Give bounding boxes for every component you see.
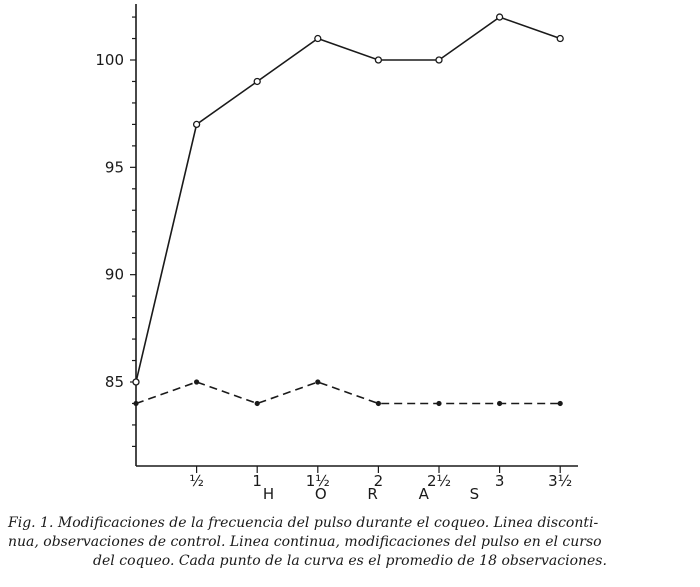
coca-data-point (557, 36, 563, 42)
coca-data-point (254, 78, 260, 84)
coca-data-point (133, 379, 139, 385)
y-tick-label: 85 (104, 373, 124, 391)
caption-line-3: del coqueo. Cada punto de la curva es el promedio de 18 observaciones. (93, 553, 607, 569)
coca-data-point (194, 121, 200, 127)
x-tick-label: 1 (252, 472, 262, 490)
chart-series (133, 14, 563, 406)
x-tick-label: 1½ (305, 472, 330, 490)
figure-caption (8, 514, 692, 571)
x-tick-label: 2½ (426, 472, 452, 490)
control-series-line (136, 382, 560, 404)
control-data-point (194, 379, 199, 384)
coca-data-point (315, 36, 321, 42)
control-data-point (315, 379, 320, 384)
y-tick-label: 100 (95, 51, 124, 69)
control-data-point (133, 401, 138, 406)
control-data-point (497, 401, 502, 406)
x-tick-label: 3½ (548, 472, 573, 490)
coca-series-line (136, 17, 560, 382)
caption-line-2: nua, observaciones de control. Linea continua, modificaciones del pulso en el curso (8, 534, 602, 550)
y-tick-label: 95 (104, 158, 124, 177)
x-tick-label: 3 (494, 472, 505, 490)
coca-data-point (436, 57, 442, 63)
x-tick-label: ½ (189, 472, 204, 490)
coca-data-point (375, 57, 381, 63)
coca-data-point (497, 14, 503, 20)
y-tick-label: 90 (104, 265, 124, 284)
x-axis-title: H O R A S (262, 485, 498, 503)
control-data-point (436, 401, 441, 406)
control-data-point (558, 401, 563, 406)
control-data-point (255, 401, 260, 406)
x-tick-label: 2 (373, 472, 384, 490)
caption-line-1: Fig. 1. Modificaciones de la frecuencia del pulso durante el coqueo. Linea disconti- (8, 515, 599, 531)
control-data-point (376, 401, 381, 406)
